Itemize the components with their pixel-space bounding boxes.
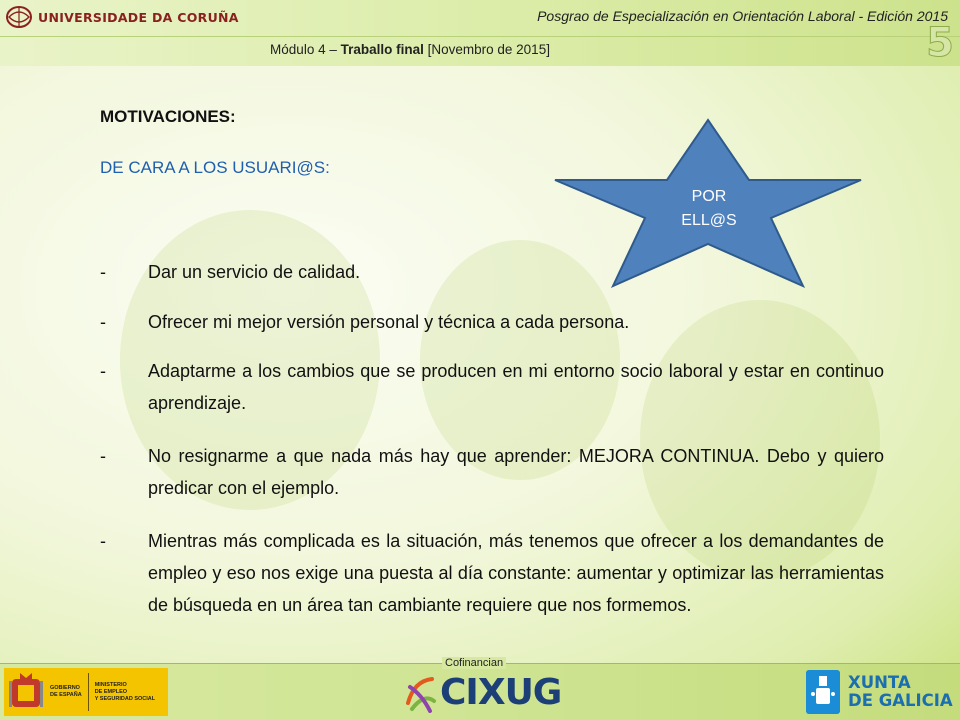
university-name: UNIVERSIDADE DA CORUÑA xyxy=(38,9,239,25)
university-logo xyxy=(6,4,239,30)
bullet-text: Mientras más complicada es la situación, más tenemos que ofrecer a los demandantes de empleo y eso nos exige una puesta al día constante: aumentar y optimizar las herramientas de búsqueda en un área tan cambiante requiere que nos formemos. xyxy=(148,531,884,615)
course-title: Posgrao de Especialización en Orientación Laboral - Edición 2015 xyxy=(537,8,948,24)
galicia-emblem-icon xyxy=(806,670,840,714)
bullet-marker: - xyxy=(100,262,106,282)
bullet-text: No resignarme a que nada más hay que aprender: MEJORA CONTINUA. Debo y quiero predicar con el ejemplo. xyxy=(148,446,884,498)
gov-logo-divider xyxy=(88,673,89,711)
section-heading: MOTIVACIONES: xyxy=(100,107,236,126)
cixug-logo xyxy=(404,672,561,713)
xunta-line: DE GALICIA xyxy=(848,691,953,710)
bullet-item xyxy=(100,525,884,621)
section-subheading: DE CARA A LOS USUARI@S: xyxy=(100,158,330,177)
page-number: 5 xyxy=(926,20,954,66)
gov-text-line: DE EMPLEO xyxy=(94,688,128,695)
gov-text-col1 xyxy=(50,685,82,699)
xunta-wordmark xyxy=(848,674,953,710)
gov-text-line: DE ESPAÑA xyxy=(50,692,82,698)
xunta-line: XUNTA xyxy=(848,673,911,692)
bullet-text: Ofrecer mi mejor versión personal y técnica a cada persona. xyxy=(148,312,630,332)
xunta-de-galicia-logo xyxy=(806,670,953,714)
module-prefix: Módulo 4 – xyxy=(270,42,341,57)
gov-text-col2 xyxy=(95,682,155,703)
government-of-spain-logo xyxy=(4,668,168,716)
gov-text-line: MINISTERIO xyxy=(94,681,127,688)
star-label xyxy=(664,185,754,233)
bullet-item xyxy=(100,306,884,338)
bullet-text: Adaptarme a los cambios que se producen en mi entorno socio laboral y estar en continuo aprendizaje. xyxy=(148,361,884,413)
cixug-wordmark: CIXUG xyxy=(440,672,562,713)
cofinancian-label: Cofinancian xyxy=(442,657,506,669)
cixug-swirl-icon xyxy=(404,673,438,713)
star-label-line: POR xyxy=(691,188,727,205)
bullet-item xyxy=(100,355,884,419)
star-label-line: ELL@S xyxy=(681,212,737,229)
bullet-marker: - xyxy=(100,446,106,466)
gov-text-line: GOBIERNO xyxy=(50,685,80,691)
bullet-marker: - xyxy=(100,531,106,551)
module-date: [Novembro de 2015] xyxy=(423,42,550,57)
module-line xyxy=(0,42,960,57)
bullet-marker: - xyxy=(100,312,106,332)
header-divider xyxy=(0,36,960,37)
bullet-text: Dar un servicio de calidad. xyxy=(148,262,361,282)
gov-text-line: Y SEGURIDAD SOCIAL xyxy=(94,695,156,702)
module-title: Traballo final xyxy=(340,42,424,57)
university-emblem-icon xyxy=(6,5,32,29)
spain-coat-of-arms-icon xyxy=(8,671,44,713)
bullet-marker: - xyxy=(100,361,106,381)
bullet-item xyxy=(100,440,884,504)
slide-header xyxy=(0,0,960,66)
